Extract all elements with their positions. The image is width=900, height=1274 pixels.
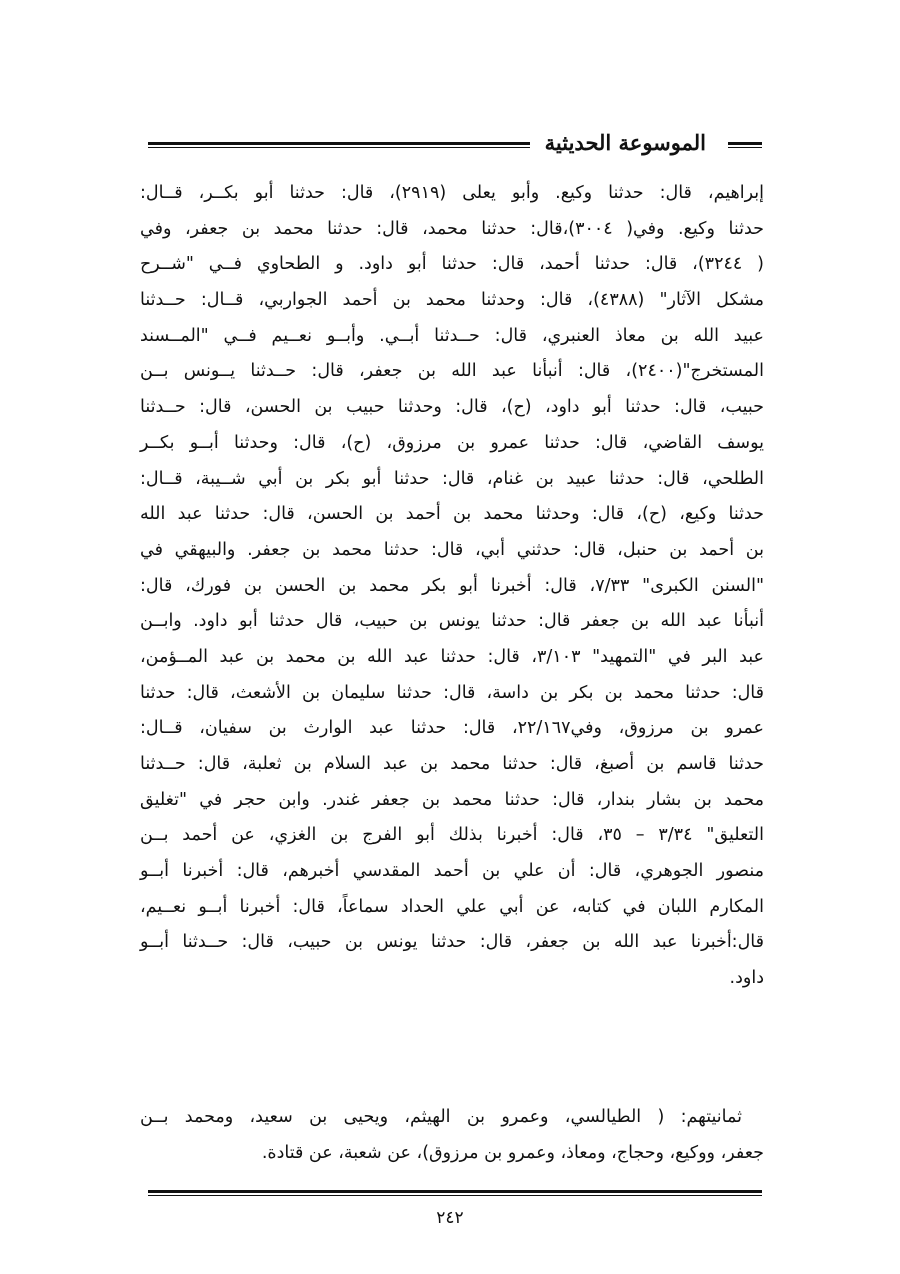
- text-line: بن أحمد بن حنبل، قال: حدثني أبي، قال: حدثنا محمد بن جعفر. والبيهقي في: [140, 539, 764, 560]
- text-line: المستخرج"(٢٤٠٠)، قال: أنبأنا عبد الله بن جعفر، قال: حــدثنا يــونس بــن: [140, 361, 764, 382]
- text-line: محمد بن بشار بندار، قال: حدثنا محمد بن جعفر غندر. وابن حجر في "تغليق: [140, 789, 764, 810]
- text-line: منصور الجوهري، قال: أن علي بن أحمد المقدسي أخبرهم، قال: أخبرنا أبــو: [140, 861, 764, 882]
- text-line: حدثنا وكيع، (ح)، قال: وحدثنا محمد بن أحمد بن الحسن، قال: حدثنا عبد الله: [140, 504, 764, 525]
- text-line: إبراهيم، قال: حدثنا وكيع. وأبو يعلى (٢٩١٩)، قال: حدثنا أبو بكــر، قــال:: [140, 183, 764, 203]
- text-line: قال: حدثنا محمد بن بكر بن داسة، قال: حدثنا سليمان بن الأشعث، قال: حدثنا: [140, 682, 764, 703]
- text-line: عبيد الله بن معاذ العنبري، قال: حــدثنا أبــي. وأبــو نعــيم فــي "المــسند: [140, 325, 764, 346]
- text-line: أنبأنا عبد الله بن جعفر قال: حدثنا يونس بن حبيب، قال حدثنا أبو داود. وابــن: [140, 611, 764, 632]
- page-number: ٢٤٢: [436, 1208, 464, 1228]
- text-line: الطلحي، قال: حدثنا عبيد بن غنام، قال: حدثنا أبو بكر بن أبي شــيبة، قــال:: [140, 468, 764, 489]
- text-line: يوسف القاضي، قال: حدثنا عمرو بن مرزوق، (ح)، قال: وحدثنا أبــو بكــر: [140, 432, 764, 453]
- text-line: حدثنا وكيع. وفي( ٣٠٠٤)،قال: حدثنا محمد، قال: حدثنا محمد بن جعفر، وفي: [140, 218, 764, 239]
- text-line: عمرو بن مرزوق، وفي٢٢/١٦٧، قال: حدثنا عبد الوارث بن سفيان، قــال:: [140, 718, 764, 739]
- header-title: الموسوعة الحديثية: [533, 126, 718, 162]
- text-line: ثمانيتهم: ( الطيالسي، وعمرو بن الهيثم، ويحيى بن سعيد، ومحمد بــن: [140, 1107, 742, 1127]
- footer-rule: [148, 1190, 762, 1196]
- body-paragraph: [140, 176, 764, 997]
- text-line: المكارم اللبان في كتابه، عن أبي علي الحداد سماعاً، قال: أخبرنا أبــو نعــيم،: [140, 896, 764, 917]
- text-line: عبد البر في "التمهيد" ٣/١٠٣، قال: حدثنا عبد الله بن محمد بن عبد المــؤمن،: [140, 646, 764, 667]
- running-header: [148, 126, 762, 162]
- text-line: مشكل الآثار" (٤٣٨٨)، قال: وحدثنا محمد بن أحمد الجواربي، قــال: حــدثنا: [140, 290, 765, 311]
- text-line: حدثنا قاسم بن أصبغ، قال: حدثنا محمد بن عبد السلام بن ثعلبة، قال: حــدثنا: [140, 754, 764, 774]
- header-rule-right: [728, 142, 762, 148]
- text-line: جعفر، ووكيع، وحجاج، ومعاذ، وعمرو بن مرزوق)، عن شعبة، عن قتادة.: [261, 1142, 764, 1163]
- text-line: ( ٣٢٤٤)، قال: حدثنا أحمد، قال: حدثنا أبو داود. و الطحاوي فــي "شــرح: [140, 254, 765, 275]
- text-line: التعليق" ٣/٣٤ – ٣٥، قال: أخبرنا بذلك أبو الفرج بن الغزي، عن أحمد بــن: [140, 825, 764, 846]
- text-line: حبيب، قال: حدثنا أبو داود، (ح)، قال: وحدثنا حبيب بن الحسن، قال: حــدثنا: [140, 397, 764, 418]
- header-rule-left: [148, 142, 530, 148]
- text-line: داود.: [729, 968, 764, 989]
- text-line: قال:أخبرنا عبد الله بن جعفر، قال: حدثنا يونس بن حبيب، قال: حــدثنا أبــو: [140, 932, 764, 953]
- summary-paragraph: [140, 1100, 764, 1171]
- text-line: "السنن الكبرى" ٧/٣٣، قال: أخبرنا أبو بكر محمد بن الحسن بن فورك، قال:: [140, 575, 764, 596]
